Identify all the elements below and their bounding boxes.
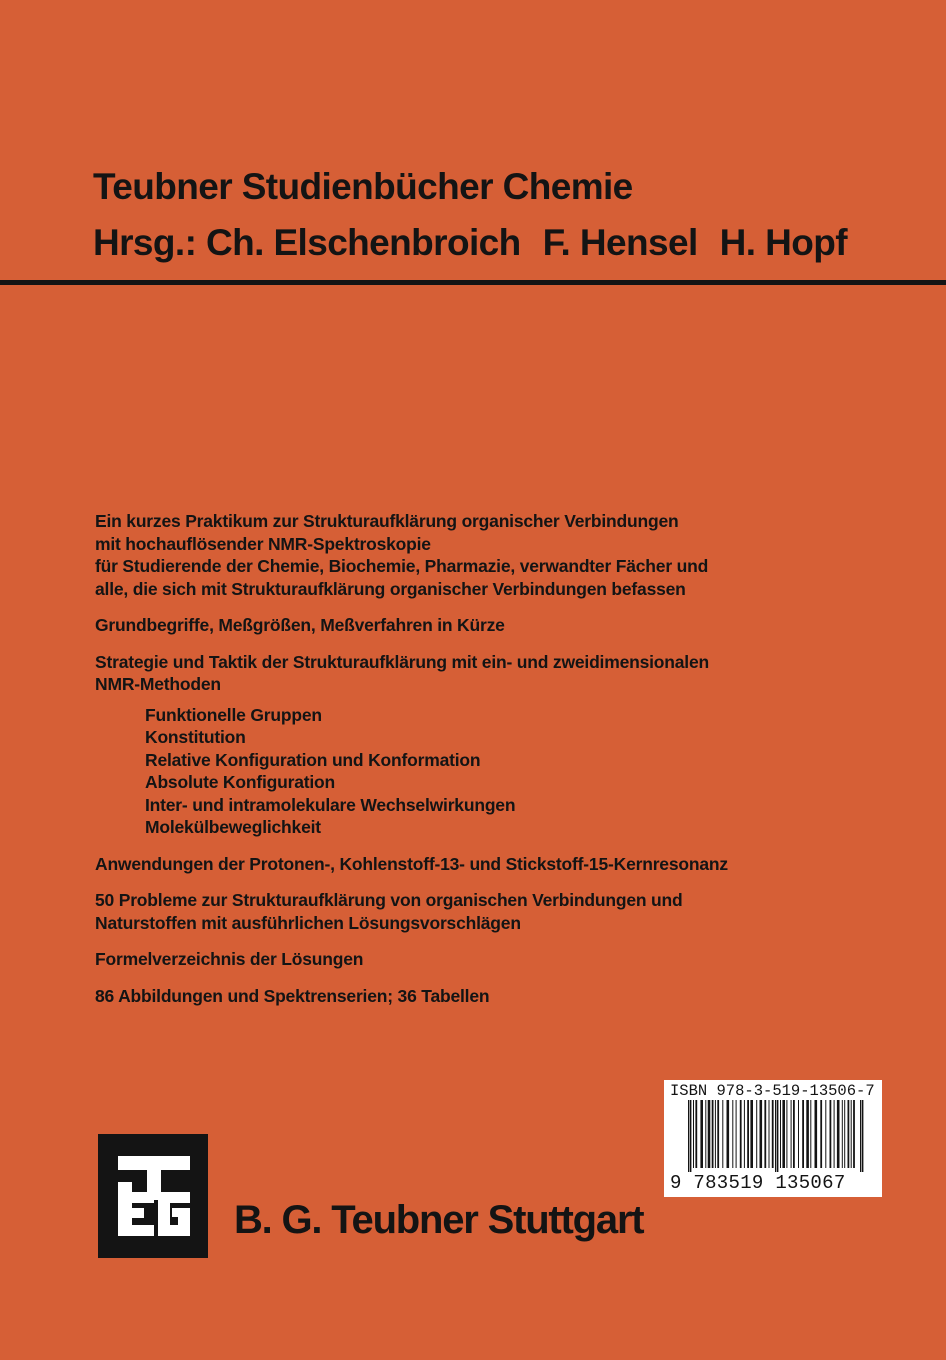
applications-paragraph: Anwendungen der Protonen-, Kohlenstoff-13- und Stickstoff-15-Kernresonanz (95, 853, 728, 874)
header-divider (0, 280, 946, 285)
publisher-name: B. G. Teubner Stuttgart (234, 1198, 644, 1242)
description (95, 510, 915, 1021)
topic-item: Inter- und intramolekulare Wechselwirkungen (145, 794, 516, 815)
editor-1: Hrsg.: Ch. Elschenbroich (93, 222, 521, 263)
series-title: Teubner Studienbücher Chemie (93, 166, 633, 207)
problems-line: 50 Probleme zur Strukturaufklärung von organischen Verbindungen und (95, 890, 683, 910)
intro-paragraph (95, 510, 915, 600)
topic-item: Relative Konfiguration und Konformation (145, 749, 481, 770)
topic-item: Konstitution (145, 727, 246, 747)
topic-item: Molekülbeweglichkeit (145, 817, 321, 837)
tg-logo-graphic (98, 1134, 208, 1258)
formula-index-paragraph: Formelverzeichnis der Lösungen (95, 949, 364, 969)
intro-line: für Studierende der Chemie, Biochemie, Pharmazie, verwandter Fächer und (95, 556, 709, 576)
problems-paragraph (95, 889, 915, 934)
editor-2: F. Hensel (542, 222, 698, 263)
editors-line (93, 222, 869, 264)
intro-line: alle, die sich mit Strukturaufklärung organischer Verbindungen befassen (95, 578, 686, 599)
strategy-line: NMR-Methoden (95, 674, 221, 694)
strategy-line: Strategie und Taktik der Strukturaufklärung mit ein- und zweidimensionalen (95, 651, 709, 672)
figures-paragraph: 86 Abbildungen und Spektrenserien; 36 Tabellen (95, 985, 490, 1006)
basics-paragraph: Grundbegriffe, Meßgrößen, Meßverfahren in Kürze (95, 615, 505, 635)
intro-line: Ein kurzes Praktikum zur Strukturaufklärung organischer Verbindungen (95, 511, 679, 531)
isbn-barcode (664, 1080, 882, 1197)
barcode-bars (688, 1100, 864, 1172)
isbn-label: ISBN 978-3-519-13506-7 (670, 1082, 875, 1100)
isbn-digits: 9 783519 135067 (670, 1172, 846, 1194)
topic-item: Funktionelle Gruppen (145, 704, 322, 725)
intro-line: mit hochauflösender NMR-Spektroskopie (95, 533, 431, 554)
topic-list (145, 704, 915, 839)
teubner-tg-logo-icon (98, 1134, 208, 1258)
strategy-paragraph (95, 651, 915, 696)
editor-3: H. Hopf (719, 222, 847, 263)
problems-line: Naturstoffen mit ausführlichen Lösungsvorschlägen (95, 912, 521, 933)
topic-item: Absolute Konfiguration (145, 772, 336, 792)
